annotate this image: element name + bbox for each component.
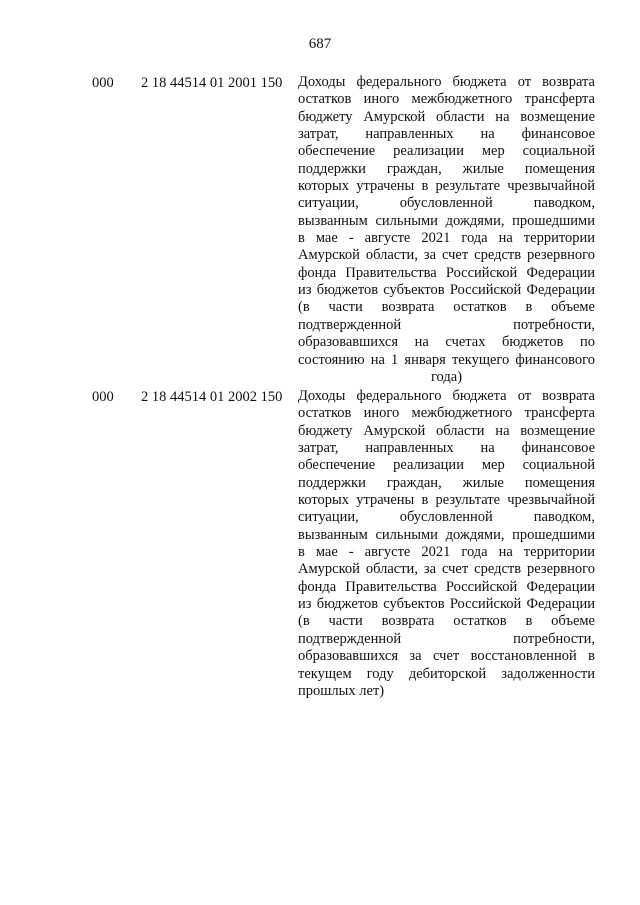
page-number: 687 [308, 36, 332, 52]
admin-code: 000 [92, 389, 114, 405]
admin-code: 000 [92, 75, 114, 91]
description-line: (в части возврата остатков в объеме [298, 613, 595, 630]
description-line: ситуации, обусловленной паводком, [298, 195, 595, 212]
revenue-description [298, 74, 595, 386]
description-line: из бюджетов субъектов Российской Федерации [298, 282, 595, 299]
description-line: которых утрачены в результате чрезвычайной [298, 178, 595, 195]
description-line: (в части возврата остатков в объеме [298, 299, 595, 316]
description-line: Амурской области, за счет средств резервного [298, 561, 595, 578]
description-line: образовавшихся на счетах бюджетов по [298, 334, 595, 351]
description-line: из бюджетов субъектов Российской Федерации [298, 596, 595, 613]
revenue-description [298, 388, 595, 700]
description-line: затрат, направленных на финансовое [298, 126, 595, 143]
description-line: прошлых лет) [298, 682, 385, 699]
description-line: вызванным сильными дождями, прошедшими [298, 526, 595, 543]
description-line: остатков иного межбюджетного трансферта [298, 91, 595, 108]
description-line: бюджету Амурской области на возмещение [298, 422, 595, 439]
description-line: обеспечение реализации мер социальной [298, 457, 595, 474]
description-line: вызванным сильными дождями, прошедшими [298, 212, 595, 229]
description-line: фонда Правительства Российской Федерации [298, 578, 595, 595]
description-line: образовавшихся за счет восстановленной в [298, 648, 595, 665]
description-line: поддержки граждан, жилые помещения [298, 160, 595, 177]
description-line: Доходы федерального бюджета от возврата [298, 74, 595, 90]
description-line: года) [430, 368, 463, 385]
description-line: Доходы федерального бюджета от возврата [298, 388, 595, 404]
description-line: остатков иного межбюджетного трансферта [298, 405, 595, 422]
description-line: фонда Правительства Российской Федерации [298, 264, 595, 281]
description-line: текущем году дебиторской задолженности [298, 665, 595, 682]
description-line: в мае - августе 2021 года на территории [298, 230, 595, 247]
description-line: затрат, направленных на финансовое [298, 440, 595, 457]
kbk-code: 2 18 44514 01 2002 150 [141, 389, 283, 405]
kbk-code: 2 18 44514 01 2001 150 [141, 75, 283, 91]
description-line: обеспечение реализации мер социальной [298, 143, 595, 160]
description-line: подтвержденной потребности, [298, 316, 595, 333]
description-line: в мае - августе 2021 года на территории [298, 544, 595, 561]
description-line: бюджету Амурской области на возмещение [298, 108, 595, 125]
description-line: состоянию на 1 января текущего финансового [298, 351, 595, 368]
description-line: Амурской области, за счет средств резервного [298, 247, 595, 264]
description-line: поддержки граждан, жилые помещения [298, 474, 595, 491]
description-line: подтвержденной потребности, [298, 630, 595, 647]
description-line: ситуации, обусловленной паводком, [298, 509, 595, 526]
description-line: которых утрачены в результате чрезвычайной [298, 492, 595, 509]
